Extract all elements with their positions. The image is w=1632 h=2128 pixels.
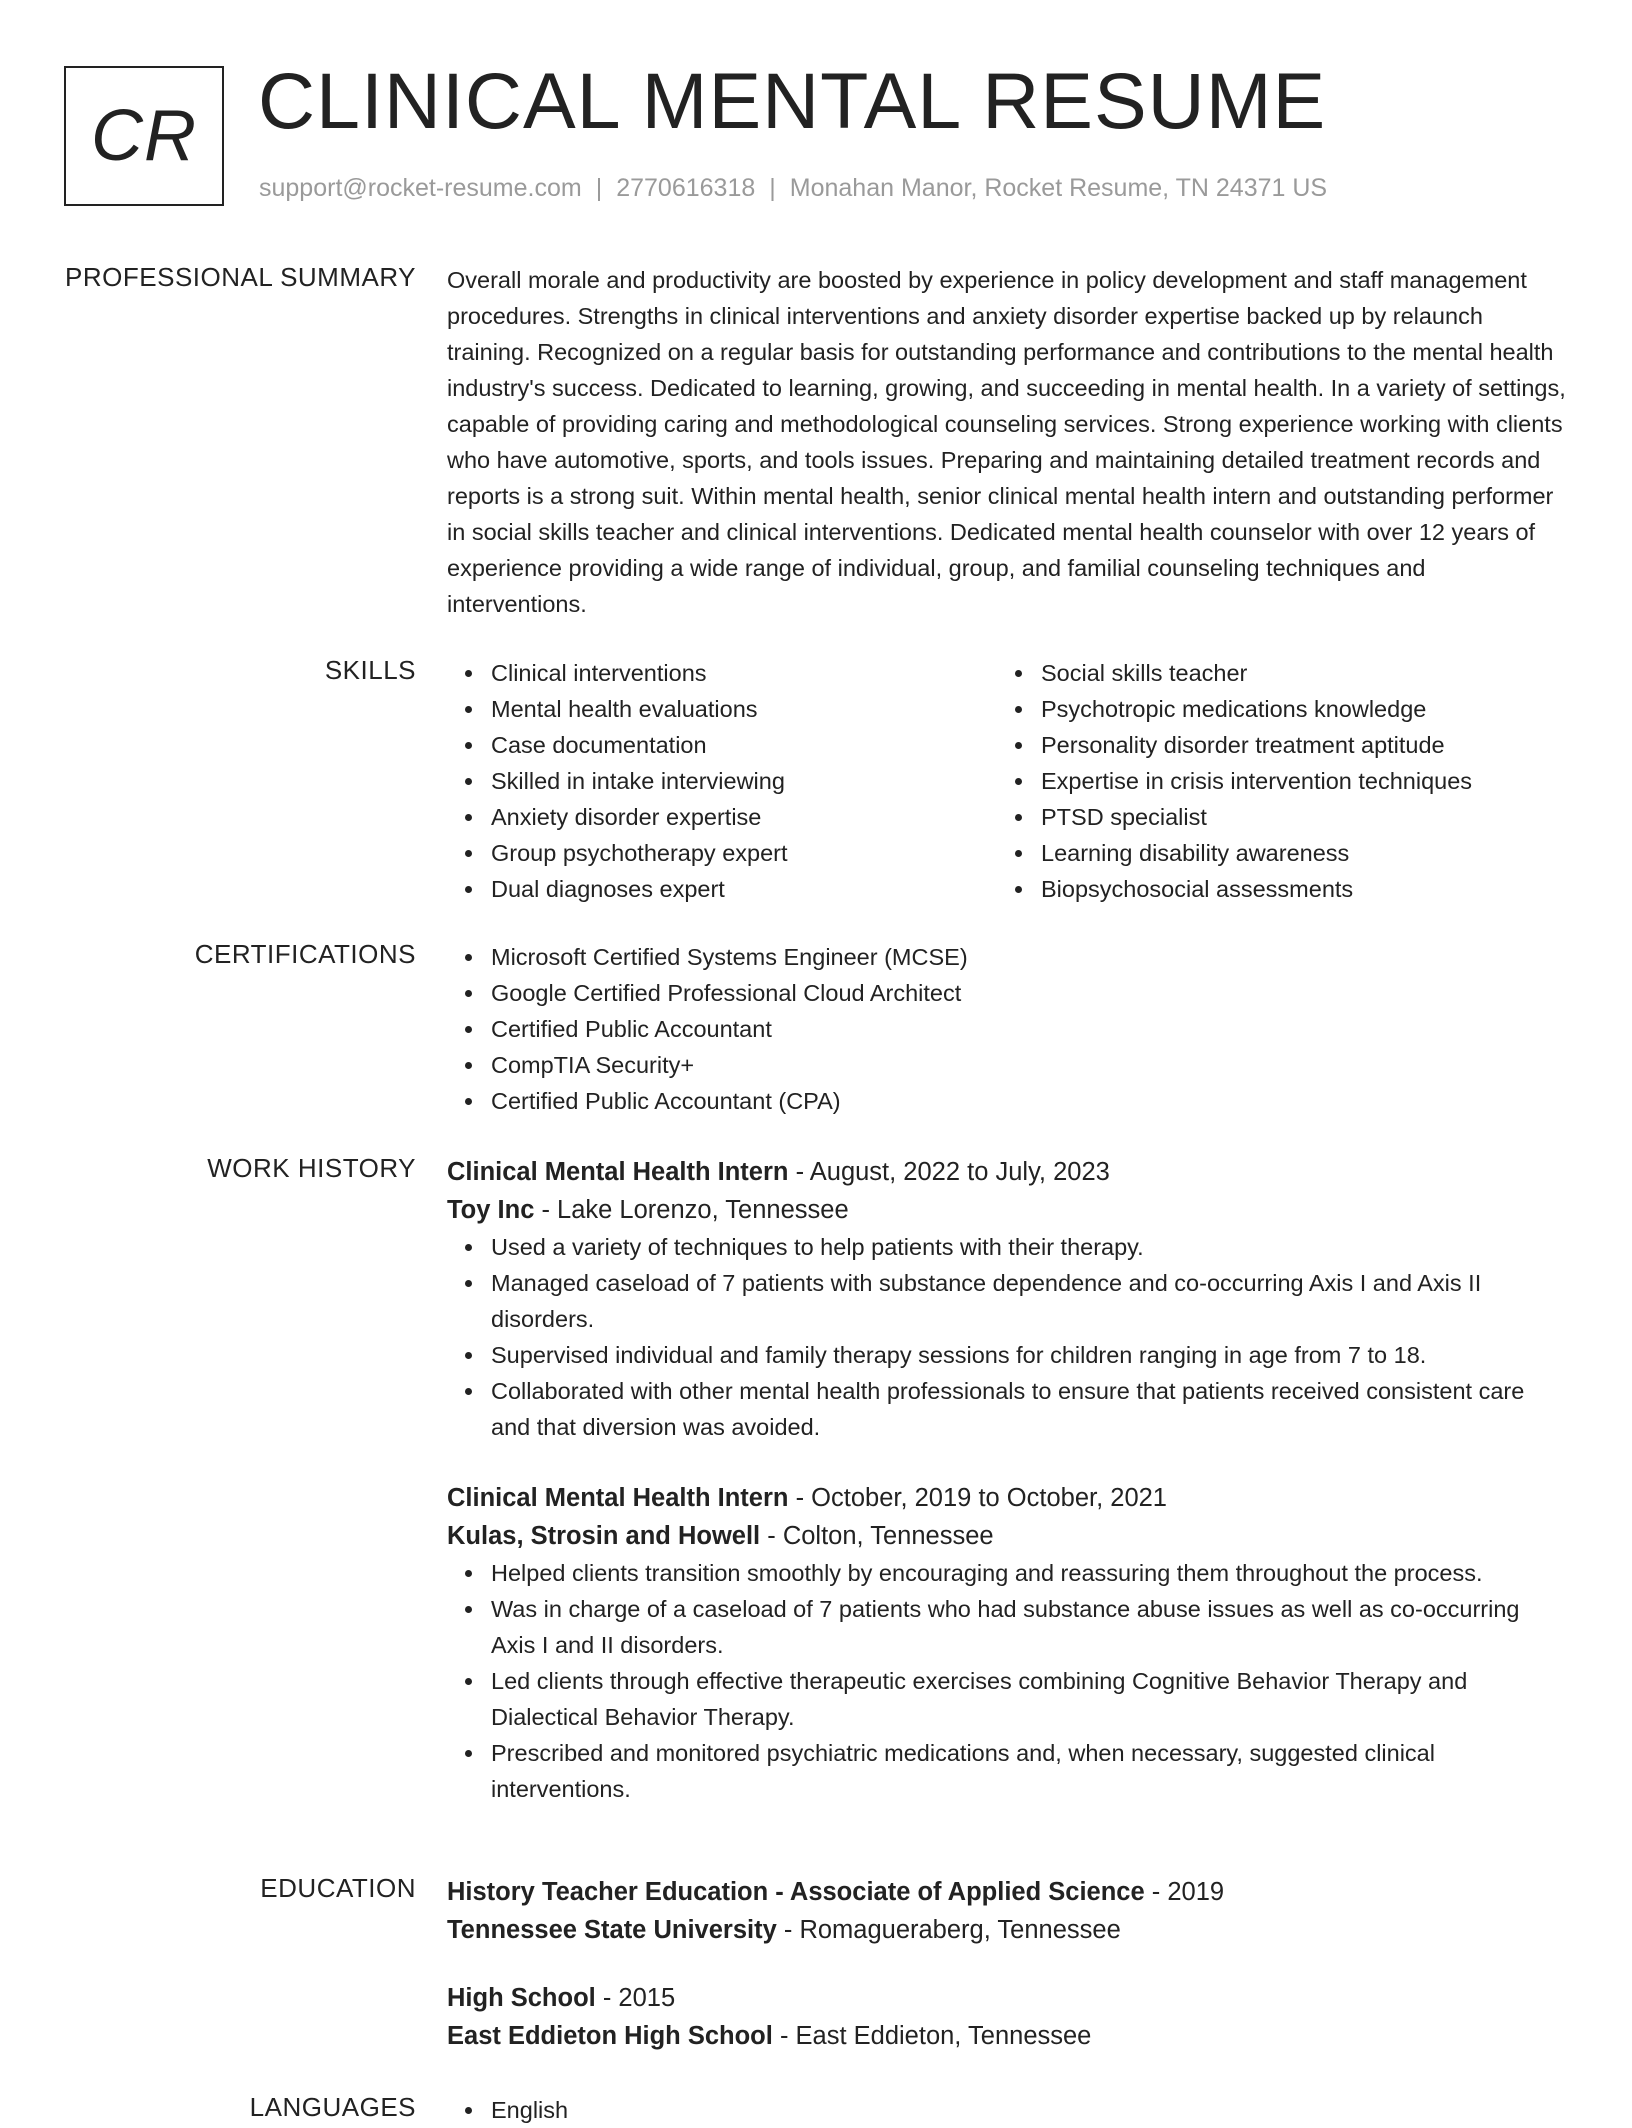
job-bullet: Led clients through effective therapeutic exercises combining Cognitive Behavior Therapy and Dialectical Behavior Therapy.	[447, 1663, 1567, 1735]
section-title: EDUCATION	[260, 1873, 416, 1903]
job-bullets	[447, 1555, 1567, 1807]
job-role: Clinical Mental Health Intern	[447, 1484, 789, 1512]
job-entry	[447, 1479, 1567, 1807]
graduation-year: 2019	[1167, 1878, 1225, 1906]
contact-address: Monahan Manor, Rocket Resume, TN 24371 US	[789, 174, 1328, 202]
skill-item: Clinical interventions	[447, 655, 997, 691]
certification-item: Certified Public Accountant (CPA)	[447, 1083, 1567, 1119]
summary-text: Overall morale and productivity are boosted by experience in policy development and staff management procedures. Strengths in clinical interventions and anxiety disorder expertise backed up by relaunch training. Recognized on a regular basis for outstanding performance and contributions to the mental health industry's success. Dedicated to learning, growing, and succeeding in mental health. In a variety of settings, capable of providing caring and methodological counseling services. Strong experience working with clients who have automotive, sports, and tools issues. Preparing and maintaining detailed treatment records and reports is a strong suit. Within mental health, senior clinical mental health intern and outstanding performer in social skills teacher and clinical interventions. Dedicated mental health counselor with over 12 years of experience providing a wide range of individual, group, and familial counseling techniques and interventions.	[447, 267, 1566, 617]
job-bullet: Used a variety of techniques to help patients with their therapy.	[447, 1229, 1567, 1265]
skill-item: Dual diagnoses expert	[447, 871, 997, 907]
job-bullet: Collaborated with other mental health professionals to ensure that patients received consistent care and that diversion was avoided.	[447, 1373, 1567, 1445]
job-dates: October, 2019 to October, 2021	[811, 1484, 1167, 1512]
skills-list-left	[447, 655, 997, 907]
job-title-line: Clinical Mental Health Intern - August, 2022 to July, 2023	[447, 1158, 1110, 1186]
school-line: Tennessee State University - Romagueraberg, Tennessee	[447, 1916, 1121, 1944]
certification-item: Google Certified Professional Cloud Architect	[447, 975, 1567, 1011]
skill-item: Learning disability awareness	[997, 835, 1547, 871]
job-bullet: Helped clients transition smoothly by encouraging and reassuring them throughout the process.	[447, 1555, 1567, 1591]
skill-item: Social skills teacher	[997, 655, 1547, 691]
monogram-logo: CR	[64, 66, 224, 206]
skill-item: Anxiety disorder expertise	[447, 799, 997, 835]
contact-line	[259, 174, 1327, 203]
certification-item: Certified Public Accountant	[447, 1011, 1567, 1047]
job-title-line: Clinical Mental Health Intern - October, 2019 to October, 2021	[447, 1484, 1167, 1512]
skills-list-right	[997, 655, 1547, 907]
contact-email[interactable]: support@rocket-resume.com	[259, 174, 582, 202]
job-company-line: Toy Inc - Lake Lorenzo, Tennessee	[447, 1196, 849, 1224]
degree: High School	[447, 1984, 596, 2012]
skill-item: Expertise in crisis intervention techniques	[997, 763, 1547, 799]
job-location: Lake Lorenzo, Tennessee	[557, 1196, 849, 1224]
school: East Eddieton High School	[447, 2022, 773, 2050]
section-title: LANGUAGES	[249, 2092, 416, 2122]
certifications-list	[447, 939, 1567, 1119]
section-title: CERTIFICATIONS	[194, 939, 416, 969]
degree: History Teacher Education - Associate of Applied Science	[447, 1878, 1145, 1906]
job-bullet: Managed caseload of 7 patients with substance dependence and co-occurring Axis I and Axis II disorders.	[447, 1265, 1567, 1337]
school: Tennessee State University	[447, 1916, 777, 1944]
school-location: Romagueraberg, Tennessee	[799, 1916, 1121, 1944]
skill-item: Mental health evaluations	[447, 691, 997, 727]
degree-line: High School - 2015	[447, 1984, 676, 2012]
skill-item: Personality disorder treatment aptitude	[997, 727, 1547, 763]
contact-separator: |	[769, 174, 776, 202]
languages-list	[447, 2092, 1567, 2128]
education-entry	[447, 1873, 1567, 1949]
job-bullets	[447, 1229, 1567, 1445]
job-company: Kulas, Strosin and Howell	[447, 1522, 761, 1550]
education-entry	[447, 1979, 1567, 2055]
job-bullet: Was in charge of a caseload of 7 patients who had substance abuse issues as well as co-occurring Axis I and II disorders.	[447, 1591, 1567, 1663]
job-bullet: Prescribed and monitored psychiatric medications and, when necessary, suggested clinical interventions.	[447, 1735, 1567, 1807]
skill-item: Skilled in intake interviewing	[447, 763, 997, 799]
contact-separator: |	[595, 174, 603, 202]
section-title: SKILLS	[324, 655, 416, 685]
resume-title: CLINICAL MENTAL RESUME	[258, 56, 1327, 145]
job-dates: August, 2022 to July, 2023	[809, 1158, 1110, 1186]
job-entry	[447, 1153, 1567, 1445]
job-location: Colton, Tennessee	[782, 1522, 994, 1550]
job-company-line: Kulas, Strosin and Howell - Colton, Tennessee	[447, 1522, 994, 1550]
skill-item: Case documentation	[447, 727, 997, 763]
skill-item: Psychotropic medications knowledge	[997, 691, 1547, 727]
certification-item: Microsoft Certified Systems Engineer (MCSE)	[447, 939, 1567, 975]
job-bullet: Supervised individual and family therapy sessions for children ranging in age from 7 to 18.	[447, 1337, 1567, 1373]
school-location: East Eddieton, Tennessee	[795, 2022, 1092, 2050]
job-role: Clinical Mental Health Intern	[447, 1158, 789, 1186]
degree-line: History Teacher Education - Associate of Applied Science - 2019	[447, 1878, 1225, 1906]
language-item: English	[447, 2092, 1567, 2128]
skill-item: PTSD specialist	[997, 799, 1547, 835]
skill-item: Group psychotherapy expert	[447, 835, 997, 871]
school-line: East Eddieton High School - East Eddieton, Tennessee	[447, 2022, 1092, 2050]
skill-item: Biopsychosocial assessments	[997, 871, 1547, 907]
graduation-year: 2015	[618, 1984, 676, 2012]
contact-phone[interactable]: 2770616318	[616, 174, 756, 202]
job-company: Toy Inc	[447, 1196, 535, 1224]
section-title: WORK HISTORY	[207, 1153, 416, 1183]
section-title: PROFESSIONAL SUMMARY	[65, 262, 416, 292]
certification-item: CompTIA Security+	[447, 1047, 1567, 1083]
